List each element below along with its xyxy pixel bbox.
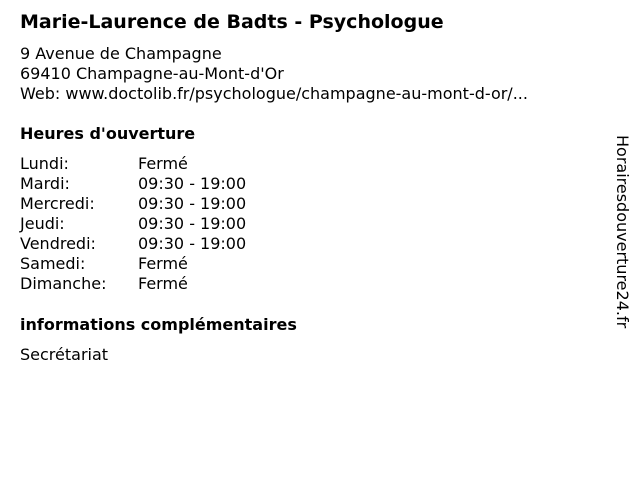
address-block: [20, 44, 528, 104]
site-watermark: [612, 135, 632, 342]
time-value: 09:30 - 19:00: [138, 234, 247, 253]
additional-info-text: Secrétariat: [20, 345, 109, 364]
day-label: Lundi:: [20, 154, 69, 173]
hours-heading: Heures d'ouverture: [20, 124, 196, 143]
day-label: Mercredi:: [20, 194, 95, 213]
address-street: 9 Avenue de Champagne: [20, 44, 222, 63]
day-label: Dimanche:: [20, 274, 107, 293]
additional-info-heading: informations complémentaires: [20, 315, 297, 334]
day-label: Mardi:: [20, 174, 70, 193]
day-label: Samedi:: [20, 254, 86, 273]
time-value: Fermé: [138, 154, 188, 173]
page-title: Marie-Laurence de Badts - Psychologue: [20, 11, 444, 33]
address-web: Web: www.doctolib.fr/psychologue/champagne-au-mont-d-or/...: [20, 84, 528, 103]
address-city: 69410 Champagne-au-Mont-d'Or: [20, 64, 284, 83]
watermark-text: Horairesdouverture24.fr: [613, 135, 632, 329]
day-label: Vendredi:: [20, 234, 96, 253]
day-label: Jeudi:: [20, 214, 65, 233]
time-value: 09:30 - 19:00: [138, 174, 247, 193]
time-value: 09:30 - 19:00: [138, 194, 247, 213]
time-value: Fermé: [138, 274, 188, 293]
time-value: Fermé: [138, 254, 188, 273]
time-value: 09:30 - 19:00: [138, 214, 247, 233]
